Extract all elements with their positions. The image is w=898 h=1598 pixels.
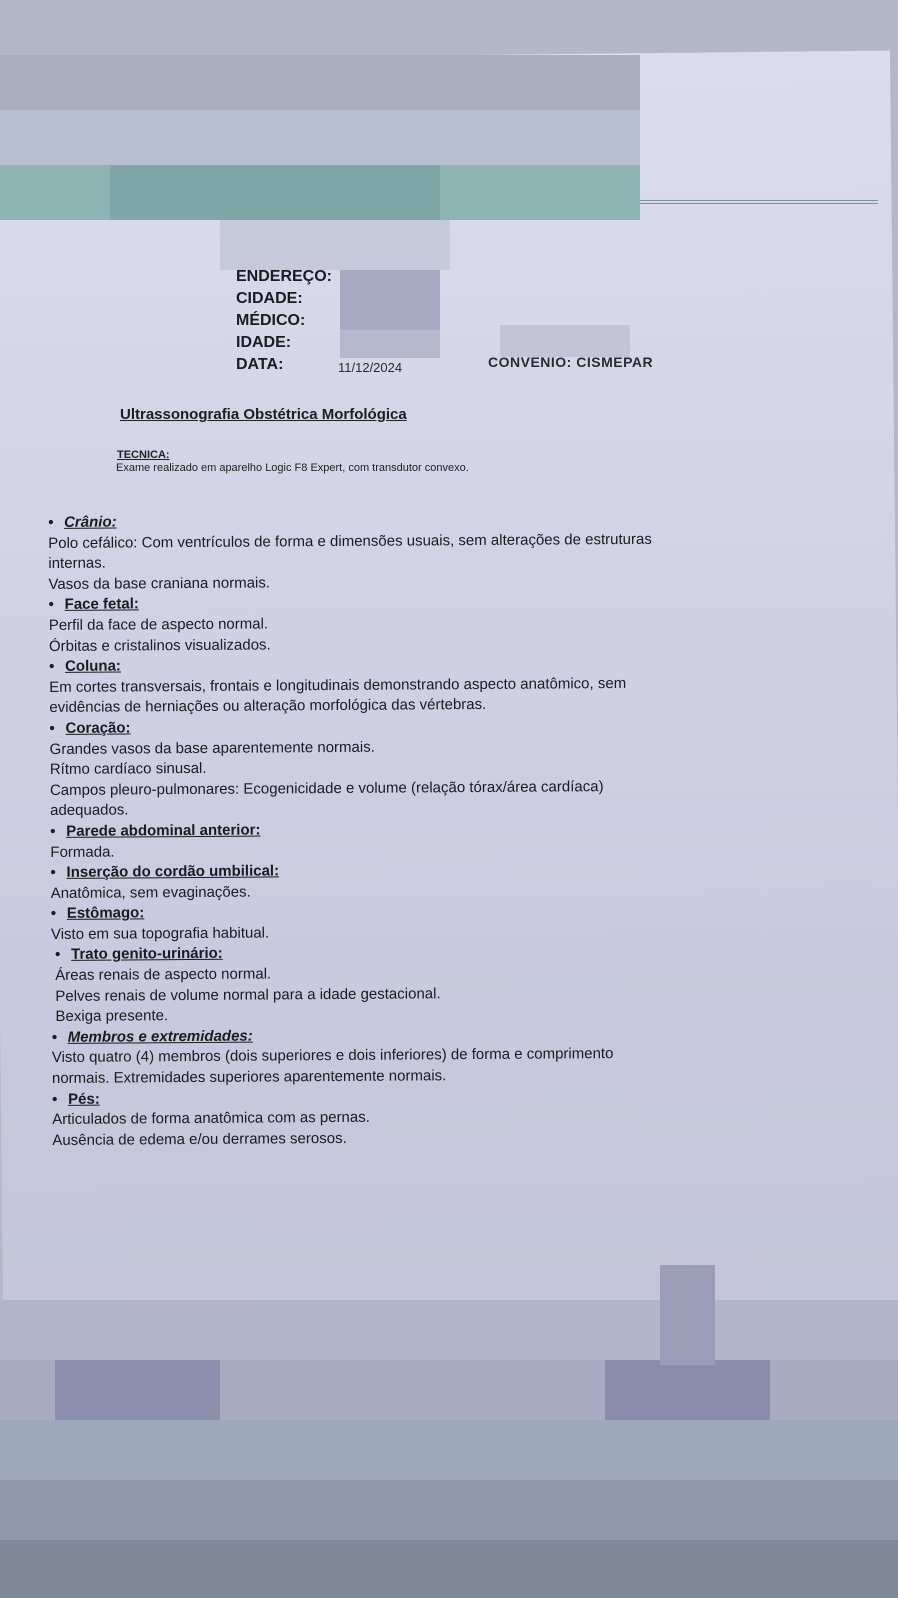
section-line: Em cortes transversais, frontais e longitudinais demonstrando aspecto anatômico, sem	[49, 674, 627, 696]
field-label-medico: MÉDICO:	[236, 312, 306, 329]
section-heading: • Face fetal:	[48, 595, 139, 614]
section-estomago	[51, 899, 851, 946]
redaction-block	[0, 55, 640, 110]
redaction-block	[110, 165, 440, 220]
field-label-cidade: CIDADE:	[236, 290, 303, 307]
findings-body	[48, 507, 852, 1151]
section-line: Bexiga presente.	[55, 1007, 169, 1026]
redaction-block	[500, 325, 630, 357]
section-coracao	[49, 713, 850, 822]
section-line: Campos pleuro-pulmonares: Ecogenicidade e volume (relação tórax/área cardíaca)	[49, 777, 604, 799]
section-line: Polo cefálico: Com ventrículos de forma e dimensões usuais, sem alterações de estruturas	[48, 530, 652, 552]
redaction-block	[55, 1360, 220, 1420]
section-line: Vasos da base craniana normais.	[48, 574, 271, 593]
section-line: Visto quatro (4) membros (dois superiores e dois inferiores) de forma e comprimento	[51, 1045, 614, 1067]
section-line: Rítmo cardíaco sinusal.	[49, 760, 207, 779]
section-line: Ausência de edema e/ou derrames serosos.	[52, 1129, 347, 1149]
section-line: Formada.	[50, 843, 115, 861]
section-face-fetal	[49, 590, 849, 657]
section-genito-urinario	[51, 940, 852, 1028]
section-line: adequados.	[50, 801, 129, 820]
section-heading: • Coração:	[49, 719, 131, 737]
redaction-block	[340, 330, 440, 358]
field-label-idade: IDADE:	[236, 334, 292, 351]
redaction-block	[605, 1360, 770, 1420]
field-label-data: DATA:	[236, 356, 284, 373]
section-cordao-umbilical	[50, 858, 850, 905]
section-line: Grandes vasos da base aparentemente normais.	[49, 738, 375, 758]
report-title: Ultrassonografia Obstétrica Morfológica	[120, 406, 407, 423]
section-heading: • Crânio:	[48, 513, 117, 531]
section-line: Articulados de forma anatômica com as pernas.	[52, 1108, 370, 1129]
section-coluna	[49, 652, 849, 719]
convenio-value: CONVENIO: CISMEPAR	[488, 354, 654, 370]
section-line: normais. Extremidades superiores aparentemente normais.	[51, 1067, 447, 1088]
section-line: Visto em sua topografia habitual.	[50, 924, 270, 943]
section-pes	[52, 1084, 852, 1151]
section-line: Pelves renais de volume normal para a idade gestacional.	[55, 984, 441, 1005]
section-parede-abdominal	[50, 816, 850, 863]
section-line: Órbitas e cristalinos visualizados.	[48, 636, 271, 655]
section-heading: • Estômago:	[50, 904, 145, 923]
tecnica-text: Exame realizado em aparelho Logic F8 Expert, com transdutor convexo.	[116, 462, 469, 474]
field-label-endereco: ENDEREÇO:	[236, 268, 333, 285]
section-line: internas.	[48, 554, 106, 573]
section-heading: • Membros e extremidades:	[51, 1027, 253, 1046]
section-line: Áreas renais de aspecto normal.	[55, 965, 272, 985]
section-line: Anatômica, sem evaginações.	[50, 883, 251, 902]
redaction-block	[660, 1265, 715, 1365]
redaction-block	[340, 270, 440, 330]
redaction-block	[0, 110, 640, 165]
section-cranio	[48, 507, 849, 595]
section-heading: • Coluna:	[49, 657, 121, 676]
section-line: Perfil da face de aspecto normal.	[48, 615, 269, 634]
letterhead-rule	[640, 200, 878, 205]
redaction-block	[220, 220, 450, 270]
tecnica-label: TECNICA:	[117, 449, 170, 461]
redaction-block	[0, 1540, 898, 1598]
date-value: 11/12/2024	[338, 360, 403, 375]
section-heading: • Parede abdominal anterior:	[50, 821, 261, 840]
redaction-block	[0, 1480, 898, 1540]
section-heading: • Inserção do cordão umbilical:	[50, 862, 280, 882]
section-membros	[52, 1022, 852, 1089]
redaction-block	[0, 1300, 898, 1360]
redaction-block	[0, 1420, 898, 1480]
section-heading: • Pés:	[52, 1090, 100, 1108]
section-heading: • Trato genito-urinário:	[55, 945, 223, 964]
section-line: evidências de herniações ou alteração morfológica das vértebras.	[49, 696, 487, 717]
